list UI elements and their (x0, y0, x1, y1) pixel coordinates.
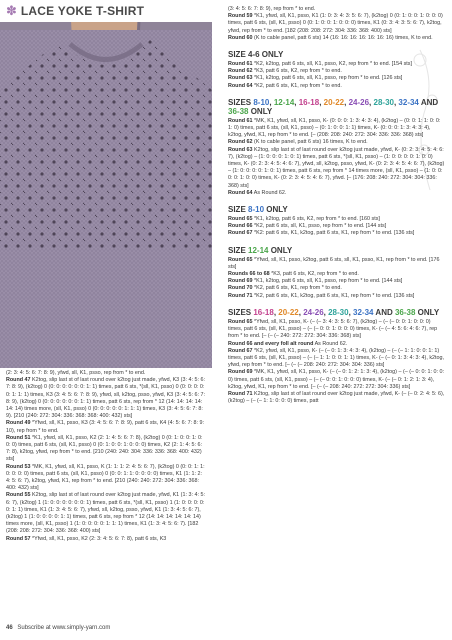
pattern-instruction (228, 369, 446, 391)
size-heading-segment: 20-22 (278, 307, 299, 317)
page-number: 46 (6, 625, 13, 631)
round-label: Round 65 (228, 256, 253, 263)
round-text: K2tog, slip last st of last round over k2tog just made, yfwd, K3 (3: 4: 5: 6: 7: 8: 9), (k2tog) 0 (0: 0: 0: 0: 0: 0: 1: 1) times, patt 6 sts, *(sll, K1, psso) 0 (0: 0: 0: 0: 0: 1: 1: 1) times, K3 (3: 4: 5: 6: 7: 8: 9), yfwd, sll, k2tog, psso, yfwd, K3 (3: 4: 5: 6: 7: 8: 9), (k2tog) 0 (0: 0: 0: 0: 0: 0: 1: 1) times, patt 6 sts, rep from * 12 (14: 14: 14: 14: 14: 14) times more, (sll, K1, psso) 0 (0: 0: 0: 0: 0: 1: 1: 1) times, K3 (3: 4: 5: 6: 7: 8: 9). [210 (240: 272: 304: 336: 368: 368: 400: 432) sts] (6, 377, 205, 420)
pattern-instruction (228, 35, 446, 42)
pattern-instruction (228, 293, 446, 300)
size-heading-segment: 20-22 (323, 97, 345, 107)
round-text: *K2, patt 6 sts, K1, k2tog, patt 6 sts, K1, rep from * to end. [136 sts] (252, 292, 415, 299)
flower-icon: ✽ (6, 3, 17, 18)
round-text: *Yfwd, sll, K1, psso, k2tog, patt 6 sts, sll, K1, psso, K1, rep from * to end. [176 sts] (228, 256, 440, 270)
pattern-instruction (6, 370, 206, 377)
round-text: (3: 4: 5: 6: 7: 8: 9), rep from * to end. (228, 6, 316, 12)
round-text: *K2, yfwd, sll, K1, psso, K- (– (– 0: 1: 3: 4: 3: 4), (k2tog) – (– (– 1: 1: 0: 0: 1: 1) times, patt 6 sts, (sll, K1, psso) – (– (– 1: 1: 0: 0: 1: 1) times, K- (– (– 0: 1: 3: 4: 3: 4), k2tog, yfwd, rep from * to end. [– (– (– 208: 240: 272: 304: 304: 336) sts] (228, 347, 445, 369)
round-text: *MK, K1, yfwd, sll, K1, psso, K- (0: 0: 0: 1: 3: 4: 3: 4), (k2tog) – (0: 0: 1: 1: 0: 0: 1: 0) times, patt 6 sts, (sll, K1, psso) – (0: 1: 0: 0: 1: 1) times, K- (0: 0: 0: 1: 3: 4: 3: 4), k2tog, yfwd, K1, rep from * to end. [– (208: 208: 240: 272: 304: 336: 336: 368) sts] (228, 117, 441, 139)
pattern-instruction (228, 223, 446, 230)
round-label: Round 64 (228, 189, 253, 196)
round-label: Round 61 (228, 61, 253, 68)
round-label: Round 71 (228, 390, 253, 397)
round-text: *K2: patt 6 sts, K1, k2tog, patt 6 sts, K1, rep from * to end. [136 sts] (252, 230, 415, 237)
size-heading-segment: ONLY (264, 205, 288, 215)
round-label: Round 71 (228, 292, 253, 299)
pattern-instruction (228, 83, 446, 90)
size-heading-segment: 36-38 (394, 307, 416, 317)
size-heading-segment: 12-14 (248, 245, 269, 255)
size-heading-segment: SIZE (228, 205, 249, 215)
round-label: Round 63 (228, 146, 253, 153)
round-label: Round 61 (228, 117, 253, 124)
round-text: *Yfwd, sll, K1, psso, K3 (3: 4: 5: 6: 7: 8: 9), patt 6 sts, K4 (4: 5: 6: 7: 8: 9: 10), rep from * to end. (6, 420, 205, 434)
size-heading-segment: 16-18 (298, 97, 320, 107)
round-text: *K2, k2tog, patt 6 sts, sll, K1, psso, K2, rep from * to end. [154 sts] (252, 61, 412, 68)
round-text: *K2, patt 6 sts, K1, rep from * to end. (252, 285, 342, 292)
size-heading-segment: , (344, 97, 349, 107)
round-text: K2tog, slip last st of last round over k2tog just made, yfwd, K- (– (– 0: 2: 4: 5: 6), (k2tog) – (– (– 1: 1: 0: 0: 0) times, patt (228, 390, 445, 405)
size-heading-segment: , (319, 97, 324, 107)
round-text: *K2, patt 6 sts, K1, rep from * to end. (252, 82, 342, 89)
round-label: Round 67 (228, 230, 253, 237)
lace-yoke-photo (0, 0, 212, 368)
pattern-instruction (228, 341, 446, 348)
round-label: Round 51 (6, 434, 31, 441)
round-text: As Round 62. (313, 340, 348, 347)
round-label: Round 49 (6, 420, 31, 427)
round-label: Round 64 (228, 82, 253, 89)
round-text: K2tog, slip last st of last round over k2tog just made, yfwd, K1 (1: 3: 4: 5: 6: 7), (k2tog) 1 (1: 0: 0: 0: 0: 0: 0: 1) times, patt 6 sts, *(sll, K1, psso) 1 (1: 0: 0: 0: 0: 0: 1: 1) times, K1 (1: 3: 4: 5: 6: 7), yfwd, sll, k2tog, psso, yfwd, K1 (1: 3: 4: 5: 6: 7), (k2tog) 1 (1: 0: 0: 0: 0: 1: 1) times, patt 6 sts, rep from * 12 (14: 14: 14: 14: 14: 14) times more, (sll, K1, psso) 1 (1: 0: 0: 0: 0: 1: 1: 1) times, K1 (1: 3: 4: 5: 6: 7). [182 (208: 208: 272: 304: 336: 368: 400) sts] (6, 492, 205, 535)
size-heading-segment: AND (418, 97, 439, 107)
size-heading-segment: SIZE 4-6 ONLY (228, 50, 284, 60)
size-heading-segment: SIZE (228, 245, 249, 255)
round-label: Round 63 (228, 75, 253, 82)
size-heading-segment: ONLY (248, 106, 273, 116)
round-text: *K1, k2tog, patt 6 sts, K2, rep from * to end. [160 sts] (252, 216, 380, 223)
round-text: As Round 62. (252, 189, 287, 196)
pattern-instruction (228, 139, 446, 146)
size-heading-segment: , (369, 97, 374, 107)
size-heading (228, 205, 446, 214)
size-heading-segment: ONLY (415, 307, 440, 317)
size-heading-segment: 8-10 (253, 97, 270, 107)
round-text: *Yfwd, sll, K1, psso, K2 (2: 3: 4: 5: 6: 7: 8), patt 6 sts, K3 (30, 535, 167, 542)
right-text-column (228, 6, 446, 405)
pattern-instruction (228, 271, 446, 278)
round-label: Round 53 (6, 463, 31, 470)
pattern-instruction (228, 118, 446, 140)
round-text: *K3, patt 6 sts, K2, rep from * to end. (252, 68, 342, 75)
round-label: Round 66 and every foll alt round (228, 340, 314, 347)
round-label: Round 66 (228, 223, 253, 230)
pattern-instruction (6, 377, 206, 420)
size-heading-segment: , (273, 307, 279, 317)
pattern-instruction (228, 75, 446, 82)
round-label: Round 65 (228, 318, 253, 325)
round-label: Round 59 (228, 13, 253, 20)
left-text-column (6, 370, 206, 543)
round-label: Round 60 (228, 34, 253, 41)
round-text: *K1, k2tog, patt 6 sts, sll, K1, psso, rep from * to end. [126 sts] (252, 75, 403, 82)
round-label: Round 69 (228, 278, 253, 285)
size-heading-segment: 36-38 (228, 106, 249, 116)
page-footer (6, 625, 110, 631)
round-label: Round 62 (228, 139, 253, 146)
size-heading-segment: , (269, 97, 274, 107)
pattern-instruction (6, 536, 206, 543)
size-heading (228, 246, 446, 255)
pattern-instruction (228, 68, 446, 75)
pattern-instruction (228, 257, 446, 271)
size-heading-segment: , (298, 307, 304, 317)
size-heading-segment: , (348, 307, 354, 317)
pattern-instruction (228, 147, 446, 190)
size-heading (228, 50, 446, 59)
pattern-instruction (228, 230, 446, 237)
pattern-instruction (228, 285, 446, 292)
round-label: Round 69 (228, 369, 253, 376)
round-label: Round 65 (228, 216, 253, 223)
subscribe-text: Subscribe at www.simply-yarn.com (17, 625, 111, 631)
size-heading-segment: 28-30 (373, 97, 394, 107)
round-text: *K1, k2tog, patt 6 sts, sll, K1, psso, rep from * to end. [144 sts] (252, 278, 403, 285)
pattern-instruction (228, 278, 446, 285)
round-text: *MK, K1, yfwd, sll, K1, psso, K (1: 1: 1: 2: 4: 5: 6: 7), (k2tog) 0 (0: 0: 1: 1: 0: 0: 0: 0) times, patt 6 sts, (sll, K1, psso) 0 (0: 0: 1: 1: 0: 0: 0: 0) times, K1 (1: 1: 2: 4: 5: 6: 7), k2tog, yfwd, K1, rep from * to end. [210 (240: 240: 272: 304: 336: 368: 400: 432) sts] (6, 463, 205, 492)
pattern-instruction (6, 420, 206, 434)
page-header (0, 0, 220, 22)
round-label: Round 47 (6, 377, 31, 384)
article-title: LACE YOKE T-SHIRT (20, 4, 145, 18)
size-heading-segment: 24-26 (348, 97, 370, 107)
pattern-instruction (6, 435, 206, 464)
size-heading-segment: AND (373, 307, 395, 317)
round-label: Round 62 (228, 68, 253, 75)
round-label: Round 55 (6, 492, 31, 499)
size-heading-segment: , (294, 97, 299, 107)
round-text: (K to cable panel, patt 6 sts) 16 times, K to end. (252, 139, 368, 146)
round-label: Rounds 66 to 68 (228, 271, 270, 278)
round-text: *K2, patt 6 sts, sll, K1, psso, rep from * to end. [144 sts] (252, 223, 387, 230)
round-text: K2tog, slip last st of last round over k2tog just made, yfwd, K- (0: 2: 3: 4: 5: 4: 6: 7), (k2tog) – (1: 0: 0: 0: 1: 0: 1) times, patt 6 sts, *(sll, K1, psso) – (1: 0: 0: 0: 0: 1: 0: 0) times, K- (0: 2: 3: 4: 5: 4: 6: 7), yfwd, sll, k2tog, psso, yfwd, K- (0: 2: 3: 4: 5: 4: 6: 7), (k2tog) – (1: 0: 0: 0: 0: 1: 0: 1) times, patt 6 sts, rep from * 14 times more, (sll, K1, psso) – (1: 0: 0: 0: 0: 1: 0: 0) times, K- (0: 2: 3: 4: 5: 4: 6: 7), yfwd. [– (176: 208: 240: 272: 304: 304: 336: 368) sts] (228, 146, 445, 189)
round-text: *K1, yfwd, sll, K1, psso, K2 (2: 1: 4: 5: 6: 7: 8), (k2tog) 0 (0: 1: 0: 0: 1: 0: 0: 0) times, patt 6 sts, (sll, K1, psso) 0 (0: 1: 0: 0: 1: 0: 0: 0) times, K2 (2: 1: 4: 5: 6: 7: 8), k2tog, yfwd, rep from * to end. [210 (240: 240: 304: 336: 336: 368: 400: 432) sts] (6, 434, 203, 463)
size-heading-segment: 12-14 (273, 97, 295, 107)
size-heading-segment: ONLY (268, 245, 293, 255)
pattern-instruction (6, 492, 206, 535)
pattern-instruction (228, 190, 446, 197)
pattern-instruction (228, 216, 446, 223)
pattern-instruction (228, 13, 446, 35)
round-label: Round 67 (228, 347, 253, 354)
size-heading-segment: 24-26 (303, 307, 324, 317)
size-heading-segment: SIZES (228, 97, 254, 107)
pattern-instruction (228, 391, 446, 405)
round-text: (2: 3: 4: 5: 6: 7: 8: 9), yfwd, sll, K1, psso, rep from * to end. (6, 370, 146, 376)
pattern-instruction (228, 348, 446, 370)
round-label: Round 70 (228, 285, 253, 292)
round-text: *Yfwd, sll, K1, psso, K- (– (– 3: 4: 3: 5: 6: 7), (k2tog) – (– (– 0: 0: 1: 0: 0: 0) times, patt 6 sts, (sll, K1, psso) – (– (– 0: 0: 1: 0: 0: 0) times, K- (– (– 4: 5: 6: 4: 6: 7), rep from * to end. [– (– (– 240: 272: 272: 304: 336: 368) sts] (228, 318, 438, 340)
round-label: Round 57 (6, 535, 31, 542)
round-text: (K to cable panel, patt 6 sts) 14 (16: 16: 16: 16: 16: 16: 16) times, K to end. (252, 34, 433, 41)
size-heading (228, 308, 446, 317)
size-heading (228, 98, 446, 116)
pattern-instruction (6, 464, 206, 493)
size-heading-segment: 28-30 (328, 307, 349, 317)
pattern-instruction (228, 61, 446, 68)
size-heading-segment: , (323, 307, 329, 317)
round-text: *MK, K1, yfwd, sll, K1, psso, K- (– (– 0: 1: 2: 1: 3: 4), (k2tog) – (– (– 0: 0: 1: 0: 0: 0) times, patt 6 sts, (sll, K1, psso) – (– (– 0: 0: 1: 0: 0: 0) times, K- (– (– 0: 1: 2: 1: 3: 4), k2tog, yfwd, K1, rep from * to end. [– (– (– 208: 240: 272: 272: 304: 336) sts] (228, 369, 445, 390)
size-heading-segment: SIZES (228, 307, 254, 317)
size-heading-segment: 32-34 (353, 307, 374, 317)
pattern-instruction (228, 319, 446, 341)
size-heading-segment: 16-18 (253, 307, 274, 317)
size-heading-segment: 32-34 (398, 97, 419, 107)
round-text: *K3, patt 6 sts, K2, rep from * to end. (269, 271, 359, 278)
pattern-instruction (228, 6, 446, 13)
round-text: *K1, yfwd, sll, K1, psso, K1 (1: 0: 3: 4: 3: 5: 6: 7), (k2tog) 0 (0: 1: 0: 0: 1: 0: 0: 0) times, patt 6 sts, (sll, K1, psso) 0 (0: 1: 0: 0: 1: 0: 0: 0) times, K1 (0: 3: 4: 3: 5: 6: 7), k2tog, yfwd, rep from * to end. [182 (208: 208: 272: 304: 336: 368: 400) sts] (228, 13, 443, 34)
size-heading-segment: , (393, 97, 399, 107)
size-heading-segment: 8-10 (248, 205, 265, 215)
